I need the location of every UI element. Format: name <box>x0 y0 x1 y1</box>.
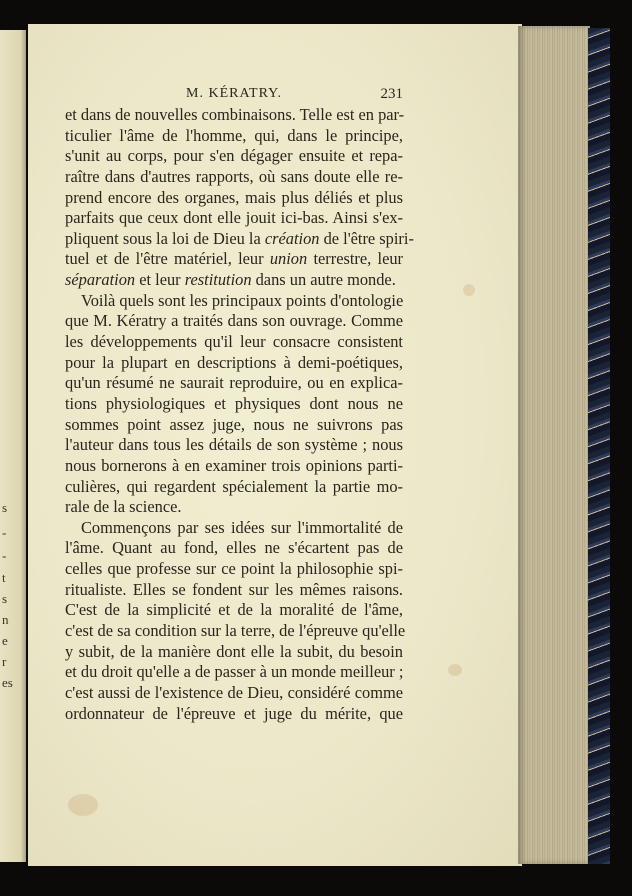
text-line: tions physiologiques et physiques dont nous ne <box>65 393 403 413</box>
text-line: nous bornerons à en examiner trois opinions parti- <box>65 455 403 475</box>
italic-term: création <box>264 228 320 248</box>
text-line: ritualiste. Elles se fondent sur les mêmes raisons. <box>65 579 403 599</box>
text-line: sommes point assez juge, nous ne suivrons pas <box>65 414 403 434</box>
italic-term: union <box>269 249 308 269</box>
text-span: dans un autre monde. <box>251 270 396 290</box>
running-title: M. KÉRATRY. <box>186 86 282 101</box>
italic-term: séparation <box>65 270 136 290</box>
text-line <box>65 249 403 270</box>
text-line: Voilà quels sont les principaux points d'ontologie <box>81 290 404 310</box>
page-number: 231 <box>380 86 403 102</box>
text-line: pour la plupart en descriptions à demi-poétiques, <box>65 352 403 372</box>
text-line: rale de la science. <box>65 497 182 517</box>
text-line: ordonnateur de l'épreuve et juge du mérite, que <box>65 703 403 723</box>
text-span: tuel et de l'être matériel, leur <box>65 249 270 269</box>
text-span: pliquent sous la loi de Dieu la <box>65 228 265 248</box>
text-span: et leur <box>135 270 185 290</box>
text-span: terrestre, leur <box>307 249 403 269</box>
text-line: parfaits que ceux dont elle jouit ici-bas. Ainsi s'ex- <box>65 208 403 228</box>
margin-fragment: es <box>2 675 13 690</box>
text-line: Commençons par ses idées sur l'immortalité de <box>81 517 403 537</box>
page-fore-edge <box>518 26 590 864</box>
margin-fragment: e <box>2 633 8 648</box>
text-line: s'unit au corps, pour s'en dégager ensuite et repa- <box>65 146 403 166</box>
marbled-cover <box>588 28 610 864</box>
text-line: et dans de nouvelles combinaisons. Telle est en par- <box>65 105 405 124</box>
text-line: y subit, de la manière dont elle la subit, du besoin <box>65 641 403 661</box>
previous-page-edge <box>0 30 26 862</box>
text-line: qu'un résumé ne saurait reproduire, ou en explica- <box>65 373 403 393</box>
italic-term: restitution <box>184 270 252 290</box>
margin-fragment: s <box>2 500 8 515</box>
margin-fragment: s <box>2 591 8 606</box>
text-line: raître dans d'autres rapports, où sans doute elle re- <box>65 166 403 186</box>
body-text <box>65 105 414 724</box>
text-line: c'est aussi de l'existence de Dieu, considéré comme <box>65 682 403 702</box>
margin-fragment: n <box>2 612 9 627</box>
text-span: de l'être spiri- <box>319 228 414 248</box>
margin-fragment: t <box>2 570 6 585</box>
text-line: prend encore des organes, mais plus déliés et plus <box>65 187 403 207</box>
margin-fragment: - <box>2 525 7 540</box>
text-line: l'auteur dans tous les détails de son système ; nous <box>65 435 403 455</box>
text-line: que M. Kératry a traités dans son ouvrage. Comme <box>65 311 403 331</box>
text-line <box>65 270 403 291</box>
page-header <box>65 86 403 106</box>
margin-fragment: - <box>2 548 7 563</box>
text-line: l'âme. Quant au fond, elles ne s'écartent pas de <box>65 538 403 558</box>
text-line: C'est de la simplicité et de la moralité de l'âme, <box>65 600 403 620</box>
text-line: celles que professe sur ce point la philosophie spi- <box>65 559 403 579</box>
text-line <box>65 228 414 250</box>
text-line: les développements qu'il leur consacre consistent <box>65 332 403 352</box>
text-line: culières, qui regardent spécialement la partie mo- <box>65 476 403 496</box>
text-line: et du droit qu'elle a de passer à un monde meilleur ; <box>65 662 404 682</box>
margin-fragment: r <box>2 654 7 669</box>
text-line: c'est de sa condition sur la terre, de l'épreuve qu'elle <box>65 621 406 641</box>
text-line: ticulier l'âme de l'homme, qui, dans le principe, <box>65 125 403 145</box>
